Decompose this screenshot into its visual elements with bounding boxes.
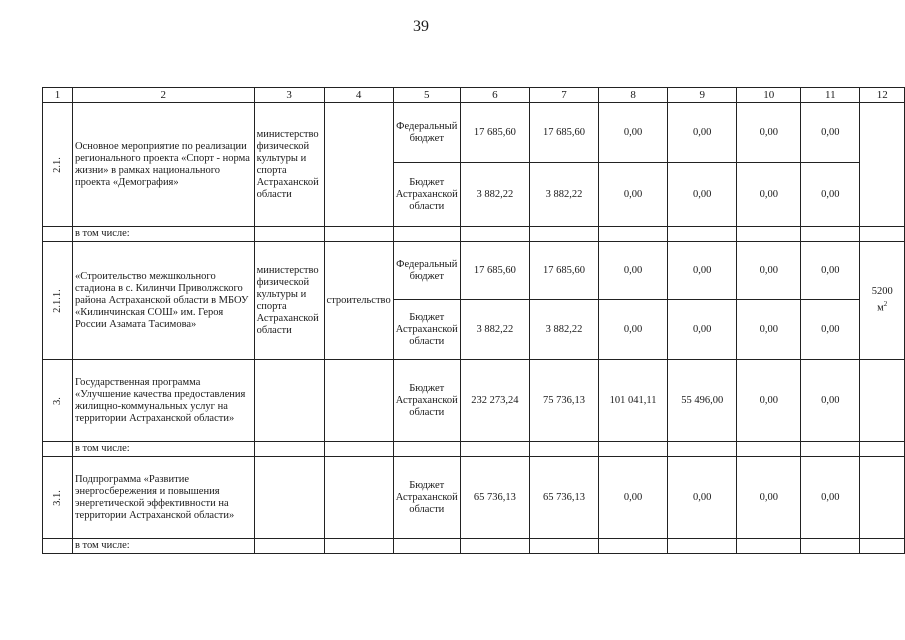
col-header: 4 <box>324 88 393 103</box>
amount-cell: 17 685,60 <box>460 242 529 300</box>
amount-cell: 3 882,22 <box>460 300 529 360</box>
funding-source: Бюджет Астраханской области <box>393 163 460 227</box>
amount-cell: 0,00 <box>668 242 737 300</box>
amount-cell: 55 496,00 <box>668 360 737 442</box>
executor: министерство физической культуры и спорта Астраханской области <box>254 103 324 227</box>
amount-cell: 0,00 <box>801 242 860 300</box>
col-header: 9 <box>668 88 737 103</box>
amount-cell: 0,00 <box>668 163 737 227</box>
amount-cell: 0,00 <box>801 360 860 442</box>
amount-cell: 0,00 <box>668 457 737 539</box>
col-header: 7 <box>529 88 598 103</box>
table-row <box>43 457 905 539</box>
amount-cell: 17 685,60 <box>529 242 598 300</box>
executor <box>254 360 324 442</box>
amount-cell: 0,00 <box>737 457 801 539</box>
executor: министерство физической культуры и спорта Астраханской области <box>254 242 324 360</box>
header-row <box>43 88 905 103</box>
amount-cell: 0,00 <box>737 300 801 360</box>
col-header: 6 <box>460 88 529 103</box>
amount-cell: 0,00 <box>737 242 801 300</box>
page-number: 39 <box>413 18 429 35</box>
amount-cell: 65 736,13 <box>460 457 529 539</box>
funding-source: Федеральный бюджет <box>393 103 460 163</box>
amount-cell: 0,00 <box>737 360 801 442</box>
amount-cell: 3 882,22 <box>460 163 529 227</box>
row-number: 3. <box>43 360 73 442</box>
amount-cell: 0,00 <box>668 300 737 360</box>
amount-cell: 0,00 <box>599 103 668 163</box>
table-row <box>43 103 905 163</box>
row-number: 3.1. <box>43 457 73 539</box>
table-row <box>43 360 905 442</box>
row-number: 2.1. <box>43 103 73 227</box>
amount-cell: 0,00 <box>599 163 668 227</box>
amount-cell: 17 685,60 <box>460 103 529 163</box>
amount-cell: 0,00 <box>737 163 801 227</box>
amount-cell: 0,00 <box>599 300 668 360</box>
amount-cell: 3 882,22 <box>529 163 598 227</box>
funding-source: Федеральный бюджет <box>393 242 460 300</box>
subtotal-row <box>43 442 905 457</box>
including-label: в том числе: <box>72 227 254 242</box>
funding-source: Бюджет Астраханской области <box>393 360 460 442</box>
including-label: в том числе: <box>72 539 254 554</box>
work-type <box>324 457 393 539</box>
col-header: 5 <box>393 88 460 103</box>
amount-cell: 0,00 <box>737 103 801 163</box>
indicator-cell <box>860 103 905 227</box>
area-indicator: 5200 $м^2$ <box>860 242 905 360</box>
work-type <box>324 360 393 442</box>
indicator-cell <box>860 457 905 539</box>
col-header: 12 <box>860 88 905 103</box>
work-type <box>324 103 393 227</box>
amount-cell: 0,00 <box>801 457 860 539</box>
subtotal-row <box>43 227 905 242</box>
including-label: в том числе: <box>72 442 254 457</box>
amount-cell: 0,00 <box>599 457 668 539</box>
col-header: 11 <box>801 88 860 103</box>
amount-cell: 75 736,13 <box>529 360 598 442</box>
amount-cell: 0,00 <box>801 163 860 227</box>
amount-cell: 0,00 <box>801 300 860 360</box>
amount-cell: 0,00 <box>599 242 668 300</box>
amount-cell: 17 685,60 <box>529 103 598 163</box>
col-header: 8 <box>599 88 668 103</box>
amount-cell: 232 273,24 <box>460 360 529 442</box>
funding-source: Бюджет Астраханской области <box>393 457 460 539</box>
work-type: строительство <box>324 242 393 360</box>
measure-name: Государственная программа «Улучшение качества предоставления жилищно-коммунальных услуг на территории Астраханской области» <box>72 360 254 442</box>
amount-cell: 65 736,13 <box>529 457 598 539</box>
table-row <box>43 242 905 300</box>
executor <box>254 457 324 539</box>
measure-name: «Строительство межшкольного стадиона в с. Килинчи Приволжского района Астраханской области в МБОУ «Килинчинская СОШ» им. Героя России Азамата Тасимова» <box>72 242 254 360</box>
funding-source: Бюджет Астраханской области <box>393 300 460 360</box>
row-number: 2.1.1. <box>43 242 73 360</box>
subtotal-row <box>43 539 905 554</box>
budget-table <box>42 87 905 554</box>
col-header: 10 <box>737 88 801 103</box>
amount-cell: 0,00 <box>801 103 860 163</box>
amount-cell: 101 041,11 <box>599 360 668 442</box>
indicator-cell <box>860 360 905 442</box>
col-header: 1 <box>43 88 73 103</box>
measure-name: Подпрограмма «Развитие энергосбережения и повышения энергетической эффективности на территории Астраханской области» <box>72 457 254 539</box>
amount-cell: 3 882,22 <box>529 300 598 360</box>
col-header: 2 <box>72 88 254 103</box>
col-header: 3 <box>254 88 324 103</box>
amount-cell: 0,00 <box>668 103 737 163</box>
measure-name: Основное мероприятие по реализации регионального проекта «Спорт - норма жизни» в рамках национального проекта «Демография» <box>72 103 254 227</box>
